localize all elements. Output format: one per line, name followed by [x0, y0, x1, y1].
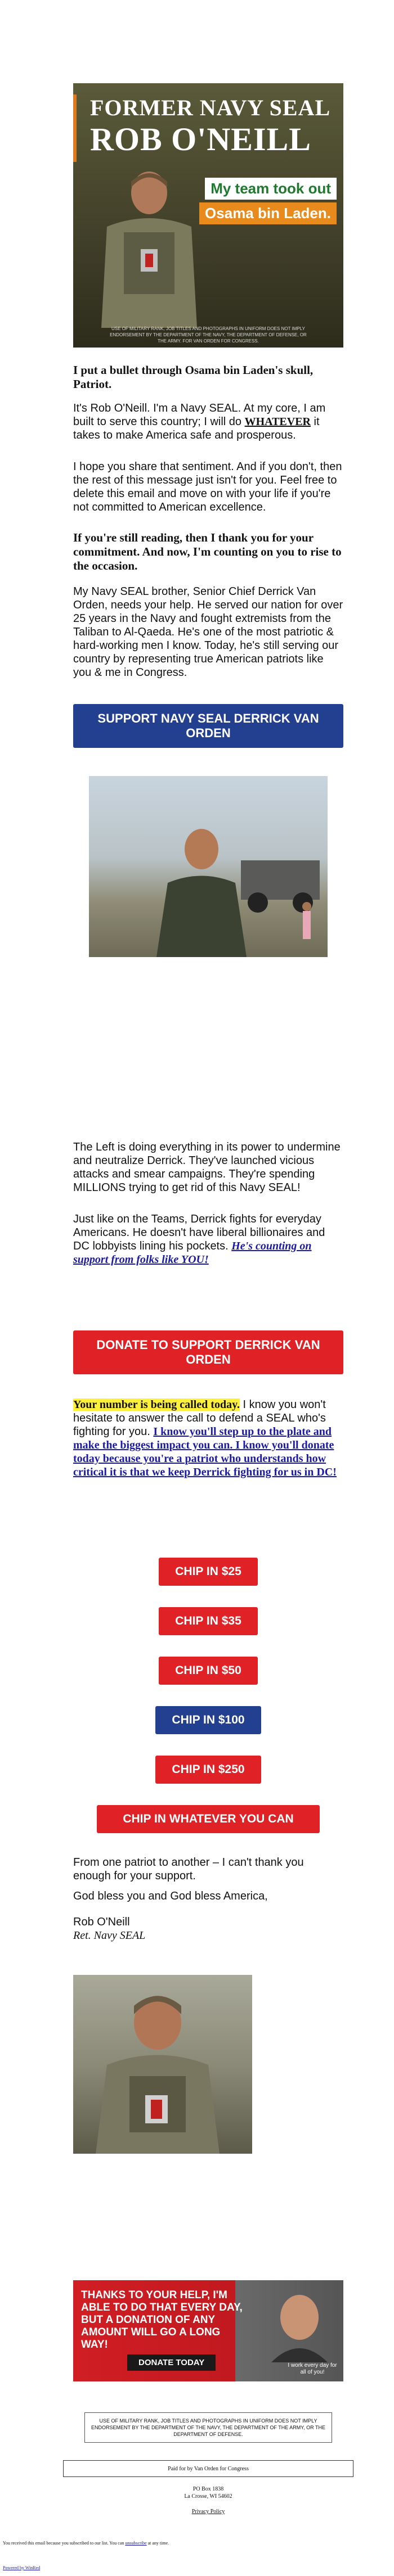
powered-by-link[interactable]: [3, 2565, 40, 2570]
rob-oneill-photo-scene: [73, 1975, 252, 2154]
banner-text: THANKS TO YOUR HELP, I'M ABLE TO DO THAT EVERY DAY, BUT A DONATION OF ANY AMOUNT WILL GO A LONG WAY!: [81, 2289, 243, 2351]
address-line-1: PO Box 1838: [192, 2486, 224, 2492]
chip-in-100-button[interactable]: CHIP IN $100: [155, 1706, 261, 1734]
subscription-notice: [3, 2541, 169, 2546]
donate-banner-image[interactable]: [73, 2280, 343, 2381]
hero-title-line1: FORMER NAVY SEAL: [90, 95, 331, 120]
derrick-photo-scene: [89, 776, 328, 957]
paragraph-intro: [73, 401, 343, 442]
paragraph-god-bless: God bless you and God bless America,: [73, 1890, 268, 1902]
paragraph-thanks: From one patriot to another – I can't thank you enough for your support.: [73, 1856, 304, 1882]
chip-in-25-button[interactable]: CHIP IN $25: [159, 1558, 258, 1586]
derrick-photo: [89, 776, 328, 957]
privacy-policy-link[interactable]: Privacy Policy: [191, 2509, 225, 2515]
paragraph-sentiment: I hope you share that sentiment. And if you don't, then the rest of this message just isn't for you. Feel free to delete this email and move on with your life if you're not committed to American excellence.: [73, 461, 342, 513]
paragraph-intro-text: It's Rob O'Neill. I'm a Navy SEAL. At my core, I am built to serve this country; I will do: [73, 402, 326, 428]
unsubscribe-link[interactable]: unsubscribe: [125, 2541, 147, 2546]
donate-derrick-button[interactable]: DONATE TO SUPPORT DERRICK VAN ORDEN: [73, 1330, 343, 1374]
footer-disclaimer: USE OF MILITARY RANK, JOB TITLES AND PHOTOGRAPHS IN UNIFORM DOES NOT IMPLY ENDORSEMENT BY THE DEPARTMENT OF THE NAVY, THE DEPARTMENT OF THE ARMY, OR THE DEPARTMENT OF DEFENSE.: [84, 2412, 332, 2443]
rob-oneill-photo: [73, 1975, 252, 2154]
hero-disclaimer: USE OF MILITARY RANK, JOB TITLES AND PHOTOGRAPHS IN UNIFORM DOES NOT IMPLY ENDORSEMENT BY THE DEPARTMENT OF THE NAVY, THE DEPARTMENT OF DEFENSE, OR THE ARMY. FOR VAN ORDEN FOR CONGRESS.: [110, 326, 307, 344]
number-called-highlight: Your number is being called today.: [73, 1398, 240, 1411]
signature-name: Rob O'Neill: [73, 1916, 130, 1928]
banner-donate-button[interactable]: DONATE TODAY: [127, 2354, 216, 2371]
paragraph-number-text: I know you won't hesitate to answer the call to defend a SEAL who's fighting for you.: [73, 1398, 326, 1438]
powered-by-text[interactable]: Powered by WinRed: [3, 2565, 41, 2570]
hero-accent-bar: [73, 94, 77, 162]
banner-portrait: [266, 2289, 333, 2362]
paragraph-everyday-text: Just like on the Teams, Derrick fights for everyday Americans. He doesn't have liberal billionaires and DC lobbyists lining his pockets.: [73, 1213, 325, 1252]
address-line-2: La Crosse, WI 54602: [184, 2493, 232, 2500]
subscription-notice-end: at any time.: [146, 2541, 169, 2546]
chip-in-50-button[interactable]: CHIP IN $50: [159, 1657, 258, 1685]
paid-for-box: Paid for by Van Orden for Congress: [63, 2460, 353, 2477]
soldier-figure-image: [90, 165, 208, 328]
step-up-donate-link[interactable]: I know you'll step up to the plate and make the biggest impact you can. I know you'll donate today because you're a patriot who understands how critical it is that we keep Derrick fighting for us in DC!: [73, 1425, 337, 1478]
support-derrick-button[interactable]: SUPPORT NAVY SEAL DERRICK VAN ORDEN: [73, 704, 343, 748]
chip-in-250-button[interactable]: CHIP IN $250: [155, 1756, 261, 1784]
paragraph-derrick: My Navy SEAL brother, Senior Chief Derrick Van Orden, needs your help. He served our nation for over 25 years in the Navy and fought extremists from the Taliban to Al-Qaeda. He's one of the most patriotic & hard-working men I know. Today, he's still serving our country by representing true American patriots like you & me in Congress.: [73, 585, 343, 679]
paragraph-left-attacks: The Left is doing everything in its power to undermine and neutralize Derrick. They've launched vicious attacks and smear campaigns. They're spending MILLIONS trying to get rid of this Navy SEAL!: [73, 1141, 341, 1194]
hero-tagline-1: My team took out: [205, 178, 337, 200]
hero-banner-image: [73, 83, 343, 348]
counting-on-support-link[interactable]: He's counting on support from folks like YOU!: [73, 1240, 312, 1266]
hero-title-line2: ROB O'NEILL: [90, 121, 311, 157]
chip-in-35-button[interactable]: CHIP IN $35: [159, 1607, 258, 1635]
hero-tagline-2: Osama bin Laden.: [199, 202, 337, 224]
paragraph-commitment: If you're still reading, then I thank you for your commitment. And now, I'm counting on you to rise to the occasion.: [73, 531, 342, 572]
chip-in-whatever-button[interactable]: CHIP IN WHATEVER YOU CAN: [97, 1805, 320, 1833]
subscription-notice-text: You received this email because you subscribed to our list. You can: [3, 2541, 126, 2546]
banner-caption: I work every day for all of you!: [288, 2362, 337, 2375]
paragraph-number-called: [73, 1398, 343, 1479]
paragraph-intro-text-end: it takes to make America safe and prosperous.: [73, 416, 320, 441]
whatever-emphasis: WHATEVER: [244, 416, 311, 428]
signature-title: Ret. Navy SEAL: [73, 1929, 146, 1942]
headline: I put a bullet through Osama bin Laden's skull, Patriot.: [73, 363, 314, 391]
paragraph-everyday-americans: [73, 1212, 343, 1266]
